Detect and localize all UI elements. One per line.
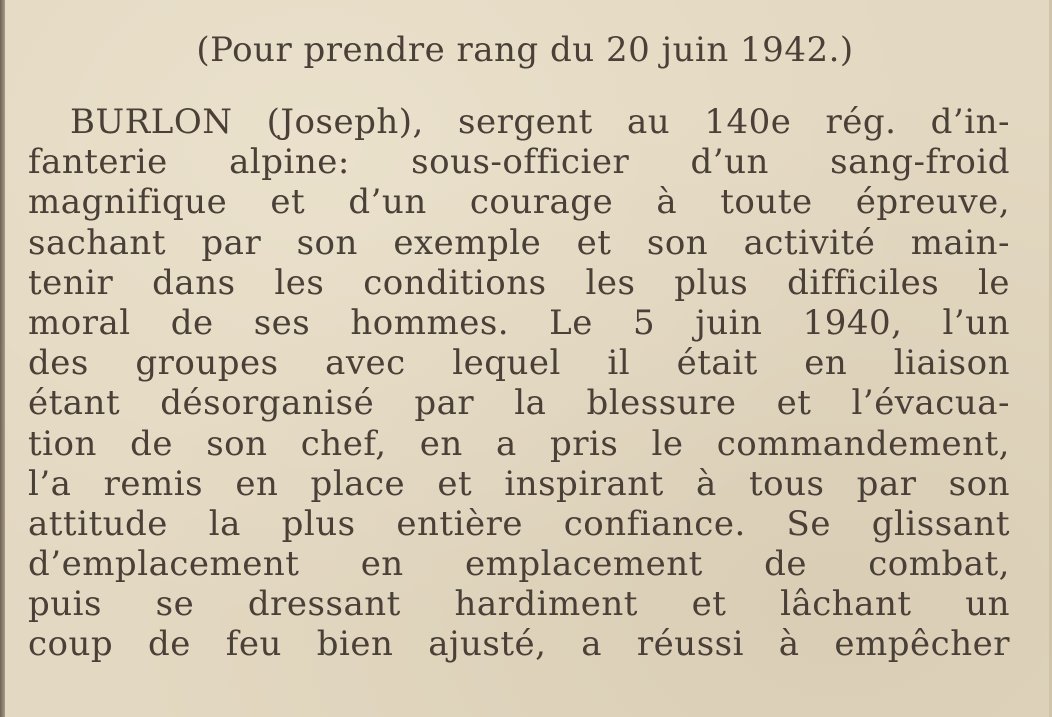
text-line: moral de ses hommes. Le 5 juin 1940, l’un (28, 302, 1010, 343)
column-rule (0, 0, 5, 717)
text-line: étant désorganisé par la blessure et l’évacua- (28, 383, 1010, 424)
text-line: BURLON (Joseph), sergent au 140e rég. d’in- (70, 102, 1010, 142)
text-line: coup de feu bien ajusté, a réussi à empêcher (28, 624, 1010, 665)
text-line: l’a remis en place et inspirant à tous par son (28, 463, 1010, 504)
text-line: puis se dressant hardiment et lâchant un (28, 584, 1010, 625)
text-line: tion de son chef, en a pris le commandement, (28, 423, 1010, 464)
text-line: des groupes avec lequel il était en liaison (28, 343, 1010, 384)
citation-heading: (Pour prendre rang du 20 juin 1942.) (196, 30, 854, 70)
citation-text-block (28, 22, 1010, 665)
text-line: d’emplacement en emplacement de combat, (28, 544, 1010, 585)
text-line: sachant par son exemple et son activité main- (28, 222, 1010, 263)
text-line: attitude la plus entière confiance. Se glissant (28, 503, 1010, 544)
text-line: fanterie alpine: sous-officier d’un sang-froid (28, 142, 1010, 183)
text-line: magnifique et d’un courage à toute épreuve, (28, 182, 1010, 223)
text-line: tenir dans les conditions les plus difficiles le (28, 262, 1010, 303)
